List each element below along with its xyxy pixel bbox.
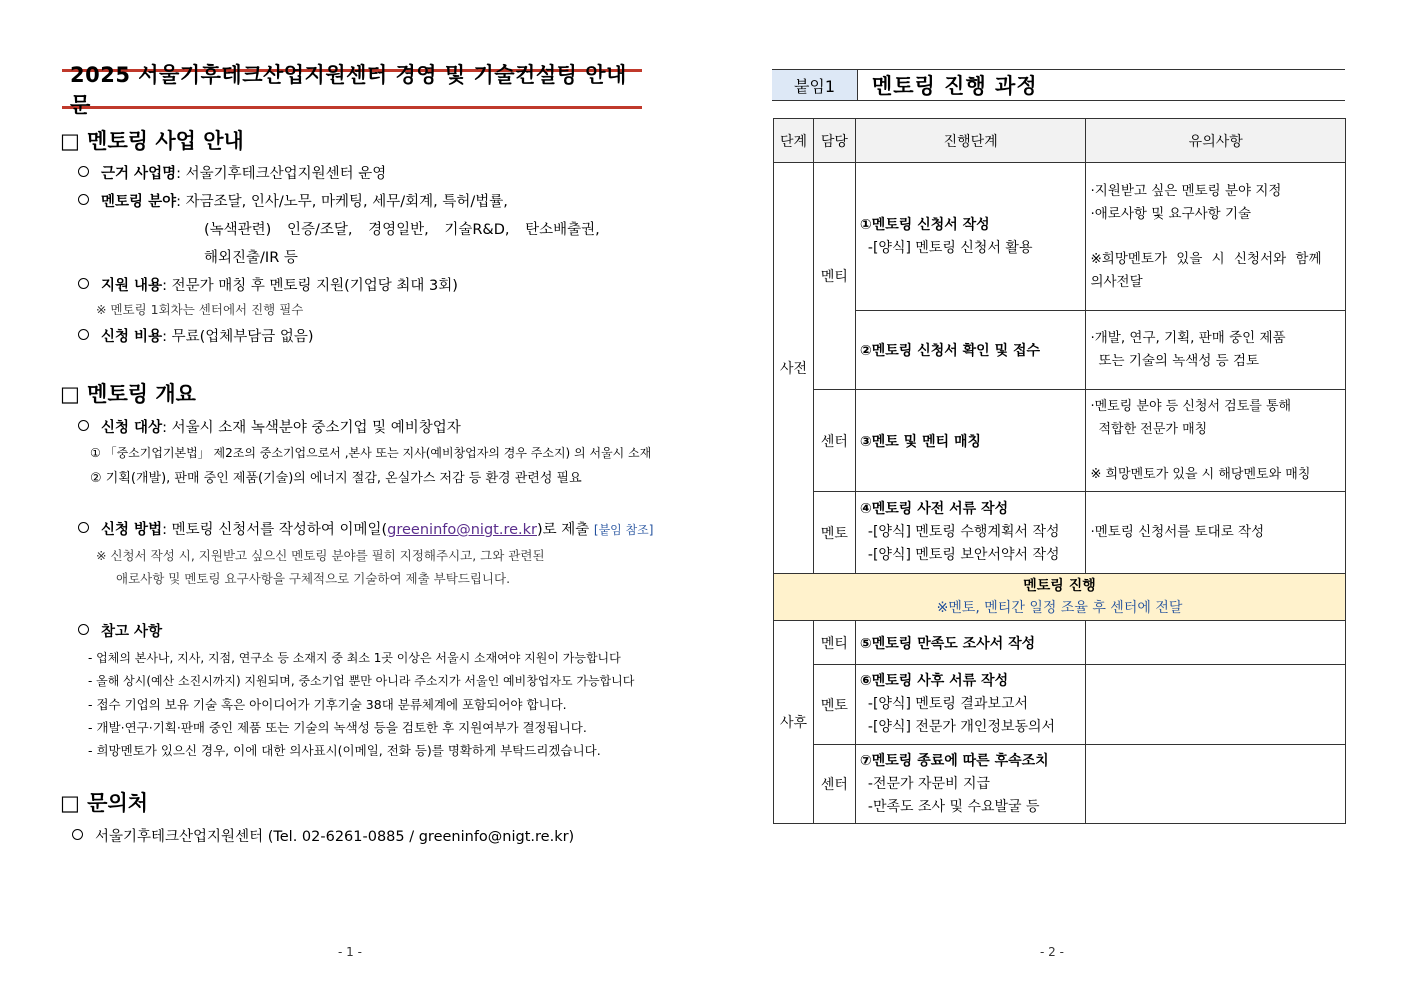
target-item-2: ② 기획(개발), 판매 중인 제품(기술)의 에너지 절감, 온실가스 저감 등 환경 관련성 필요 [90, 471, 582, 486]
ref-item: - 희망멘토가 있으신 경우, 이에 대한 의사표시(이메일, 전화 등)를 명확하게 부탁드리겠습니다. [88, 743, 601, 758]
table-row [774, 745, 1346, 824]
header-note: 유의사항 [1086, 119, 1346, 163]
ref-item: - 올해 상시(예산 소진시까지) 지원되며, 중소기업 뿐만 아니라 주소지가 서울인 예비창업자도 가능합니다 [88, 674, 635, 688]
owner-cell: 멘토 [813, 665, 855, 745]
step-cell: ⑥멘토링 사후 서류 작성 -[양식] 멘토링 결과보고서 -[양식] 전문가 개인정보동의서 [855, 665, 1086, 745]
contact-row [72, 825, 574, 846]
support-note: ※ 멘토링 1회차는 센터에서 진행 필수 [96, 302, 304, 317]
table-row [774, 665, 1346, 745]
owner-cell: 멘토 [813, 492, 855, 574]
step-cell: ④멘토링 사전 서류 작성 -[양식] 멘토링 수행계획서 작성 -[양식] 멘토링 보안서약서 작성 [855, 492, 1086, 574]
progress-cell: 멘토링 진행 ※멘토, 멘티간 일정 조율 후 센터에 전달 [774, 574, 1346, 621]
note-cell: ·멘토링 분야 등 신청서 검토를 통해 적합한 전문가 매칭 ※ 희망멘토가 있을 시 해당멘토와 매칭 [1086, 390, 1346, 492]
page-number-1: - 1 - [338, 945, 362, 959]
support-row: 지원 내용: 전문가 매칭 후 멘토링 지원(기업당 최대 3회) [78, 274, 458, 295]
note-cell [1086, 745, 1346, 824]
circle-bullet-icon [78, 420, 89, 431]
attachment-ref: [붙임 참조] [593, 523, 654, 537]
owner-cell: 멘티 [813, 621, 855, 665]
contact-info: 서울기후테크산업지원센터 (Tel. 02-6261-0885 / greeninfo@nigt.re.kr) [95, 829, 575, 845]
circle-bullet-icon [72, 829, 83, 840]
table-row [774, 492, 1346, 574]
owner-cell: 센터 [813, 390, 855, 492]
stage-pre: 사전 [774, 163, 814, 574]
header-step: 진행단계 [855, 119, 1086, 163]
note-cell [1086, 665, 1346, 745]
step-cell: ⑦멘토링 종료에 따른 후속조치 -전문가 자문비 지급 -만족도 조사 및 수요발굴 등 [855, 745, 1086, 824]
table-row [774, 163, 1346, 311]
circle-bullet-icon [78, 329, 89, 340]
table-row [774, 390, 1346, 492]
header-stage: 단계 [774, 119, 814, 163]
section-heading-overview: □ 멘토링 개요 [60, 382, 196, 406]
stage-post: 사후 [774, 621, 814, 824]
table-row-progress [774, 574, 1346, 621]
note-cell: ·멘토링 신청서를 토대로 작성 [1086, 492, 1346, 574]
email-link[interactable]: greeninfo@nigt.re.kr [387, 522, 537, 538]
target-item-1: ① 「중소기업기본법」 제2조의 중소기업으로서 ,본사 또는 지사(예비창업자의 경우 주소지) 의 서울시 소재 [90, 446, 652, 460]
page-number-2: - 2 - [1040, 945, 1064, 959]
attachment-header [772, 69, 1345, 101]
attachment-title: 멘토링 진행 과정 [872, 74, 1038, 98]
section-heading-contact: □ 문의처 [60, 791, 149, 815]
method-row: 신청 방법: 멘토링 신청서를 작성하여 이메일(greeninfo@nigt.re.kr)로 제출 [붙임 참조] [78, 518, 653, 539]
ref-item: - 개발·연구·기획·판매 중인 제품 또는 기술의 녹색성 등을 검토한 후 지원여부가 결정됩니다. [88, 720, 587, 735]
page1-title-bar [62, 63, 642, 117]
attachment-tag: 붙임1 [772, 70, 858, 100]
table-row [774, 621, 1346, 665]
table-header-row [774, 119, 1346, 163]
note-cell: ·개발, 연구, 기획, 판매 중인 제품 또는 기술의 녹색성 등 검토 [1086, 311, 1346, 390]
basis-row: 근거 사업명: 서울기후테크산업지원센터 운영 [78, 162, 386, 183]
step-cell: ③멘토 및 멘티 매칭 [855, 390, 1086, 492]
circle-bullet-icon [78, 278, 89, 289]
ref-item: - 접수 기업의 보유 기술 혹은 아이디어가 기후기술 38대 분류체계에 포함되어야 합니다. [88, 697, 567, 712]
step-cell: ②멘토링 신청서 확인 및 접수 [855, 311, 1086, 390]
circle-bullet-icon [78, 522, 89, 533]
mentoring-process-table [773, 118, 1346, 824]
page1-title: 2025 서울기후테크산업지원센터 경영 및 기술컨설팅 안내문 [70, 63, 627, 117]
method-note-1: ※ 신청서 작성 시, 지원받고 싶으신 멘토링 분야를 필히 지정해주시고, 그와 관련된 [96, 548, 545, 563]
step-cell: ⑤멘토링 만족도 조사서 작성 [855, 621, 1086, 665]
section-heading-mentoring-info: □ 멘토링 사업 안내 [60, 129, 244, 153]
field-row-2: (녹색관련) 인증/조달, 경영일반, 기술R&D, 탄소배출권, [204, 222, 600, 238]
note-cell [1086, 621, 1346, 665]
table-row [774, 311, 1346, 390]
cost-row: 신청 비용: 무료(업체부담금 없음) [78, 325, 314, 346]
field-row: 멘토링 분야: 자금조달, 인사/노무, 마케팅, 세무/회계, 특허/법률, [78, 190, 508, 211]
method-note-2: 애로사항 및 멘토링 요구사항을 구체적으로 기술하여 제출 부탁드립니다. [116, 571, 511, 586]
note-cell: ·지원받고 싶은 멘토링 분야 지정 ·애로사항 및 요구사항 기술 ※희망멘토가 있을 시 신청서와 함께 의사전달 [1086, 163, 1346, 311]
circle-bullet-icon [78, 624, 89, 635]
header-owner: 담당 [813, 119, 855, 163]
ref-row: 참고 사항 [78, 620, 162, 641]
owner-cell: 센터 [813, 745, 855, 824]
circle-bullet-icon [78, 194, 89, 205]
step-cell: ①멘토링 신청서 작성 -[양식] 멘토링 신청서 활용 [855, 163, 1086, 311]
field-row-3: 해외진출/IR 등 [204, 250, 298, 266]
circle-bullet-icon [78, 166, 89, 177]
ref-item: - 업체의 본사나, 지사, 지점, 연구소 등 소재지 중 최소 1곳 이상은 서울시 소재여야 지원이 가능합니다 [88, 651, 621, 665]
target-row: 신청 대상: 서울시 소재 녹색분야 중소기업 및 예비창업자 [78, 416, 461, 437]
owner-cell: 멘티 [813, 163, 855, 390]
